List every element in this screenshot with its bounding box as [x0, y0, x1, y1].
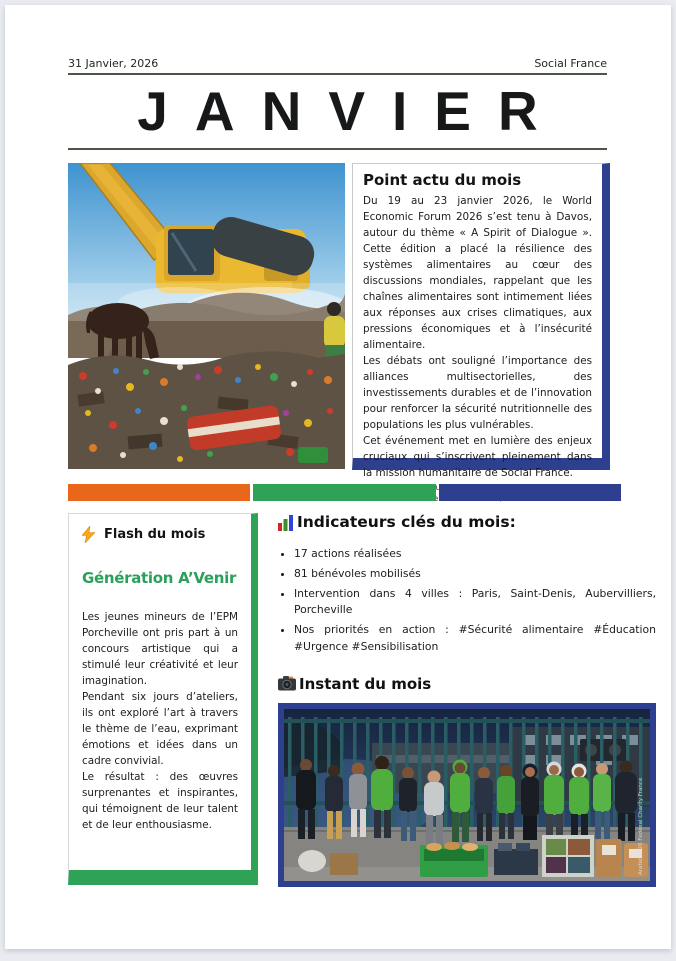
- top-section: [68, 163, 671, 479]
- indicators-heading-row: [278, 513, 656, 531]
- indicator-item: • 81 bénévoles mobilisés: [294, 566, 656, 582]
- camera-icon: [278, 676, 297, 691]
- point-actu-paragraph: Du 19 au 23 janvier 2026, le World Economic Forum 2026 s’est tenu à Davos, autour du thème « A Spirit of Dialogue ». Cette édition a placé la résilience des systèmes alimentaires au cœur des discussions mondiales, rappelant que les chaînes alimentaires sont intimement liées aux réponses aux crises climatiques, aux pressions économiques et à l’insécurité alimentaire.: [363, 194, 592, 351]
- instant-heading-row: [278, 675, 656, 693]
- page-title: JANVIER: [137, 80, 565, 142]
- flash-heading-row: [82, 526, 238, 543]
- group-photo-illustration: [284, 709, 650, 881]
- lightning-icon: [82, 526, 95, 543]
- indicators-list: [278, 546, 656, 655]
- issue-date: 31 Janvier, 2026: [68, 57, 159, 70]
- bar-chart-icon: [278, 515, 293, 531]
- indicator-item: • Intervention dans 4 villes : Paris, Saint-Denis, Aubervilliers, Porcheville: [294, 586, 656, 618]
- point-actu-paragraph: Les débats ont souligné l’importance des alliances multisectorielles, des investissements durables et de l’innovation pour renforcer la sécurité nutritionnelle des populations les plus vulnérables.: [363, 354, 592, 431]
- flash-heading: Flash du mois: [104, 526, 206, 542]
- point-actu-heading: Point actu du mois: [363, 170, 522, 189]
- photo-credit: Arafat 2026 Fedexal Charity France: [638, 777, 644, 875]
- rule-bottom: [68, 148, 607, 150]
- tricolor-divider: [68, 484, 621, 501]
- newsletter-page: [5, 5, 671, 949]
- divider-blue-segment: [439, 484, 621, 501]
- bottom-section: [68, 513, 671, 887]
- flash-paragraph: Les jeunes mineurs de l’EPM Porcheville ont pris part à un concours artistique qui a stimulé leur créativité et leur imagination.: [82, 610, 238, 687]
- divider-orange-segment: [68, 484, 250, 501]
- landfill-photo: [68, 163, 345, 469]
- indicators-heading: Indicateurs clés du mois:: [297, 512, 516, 531]
- brand-name: Social France: [534, 57, 607, 70]
- indicator-item: • Nos priorités en action : #Sécurité alimentaire #Éducation #Urgence #Sensibilisation: [294, 622, 656, 654]
- header-row: [68, 57, 607, 70]
- masthead: [5, 5, 671, 150]
- group-photo: [278, 703, 656, 887]
- indicator-item: • 17 actions réalisées: [294, 546, 656, 562]
- point-actu-paragraph: Cet événement met en lumière des enjeux cruciaux qui s’inscrivent pleinement dans la mission humanitaire de Social France.: [363, 434, 592, 479]
- flash-paragraph: Pendant six jours d’ateliers, ils ont exploré l’art à travers le thème de l’eau, exprimant émotions et idées dans un cadre convivial.: [82, 690, 238, 767]
- flash-box: [68, 513, 258, 885]
- instant-heading: Instant du mois: [299, 674, 432, 693]
- point-actu-box: [352, 163, 610, 479]
- landfill-photo-illustration: [68, 163, 345, 469]
- flash-paragraph: Le résultat : des œuvres surprenantes et inspirantes, qui témoignent de leur talent et de leur enthousiasme.: [82, 770, 238, 831]
- divider-green-segment: [253, 484, 435, 501]
- right-column: [278, 513, 656, 887]
- flash-subheading: Génération A’Venir: [82, 568, 237, 587]
